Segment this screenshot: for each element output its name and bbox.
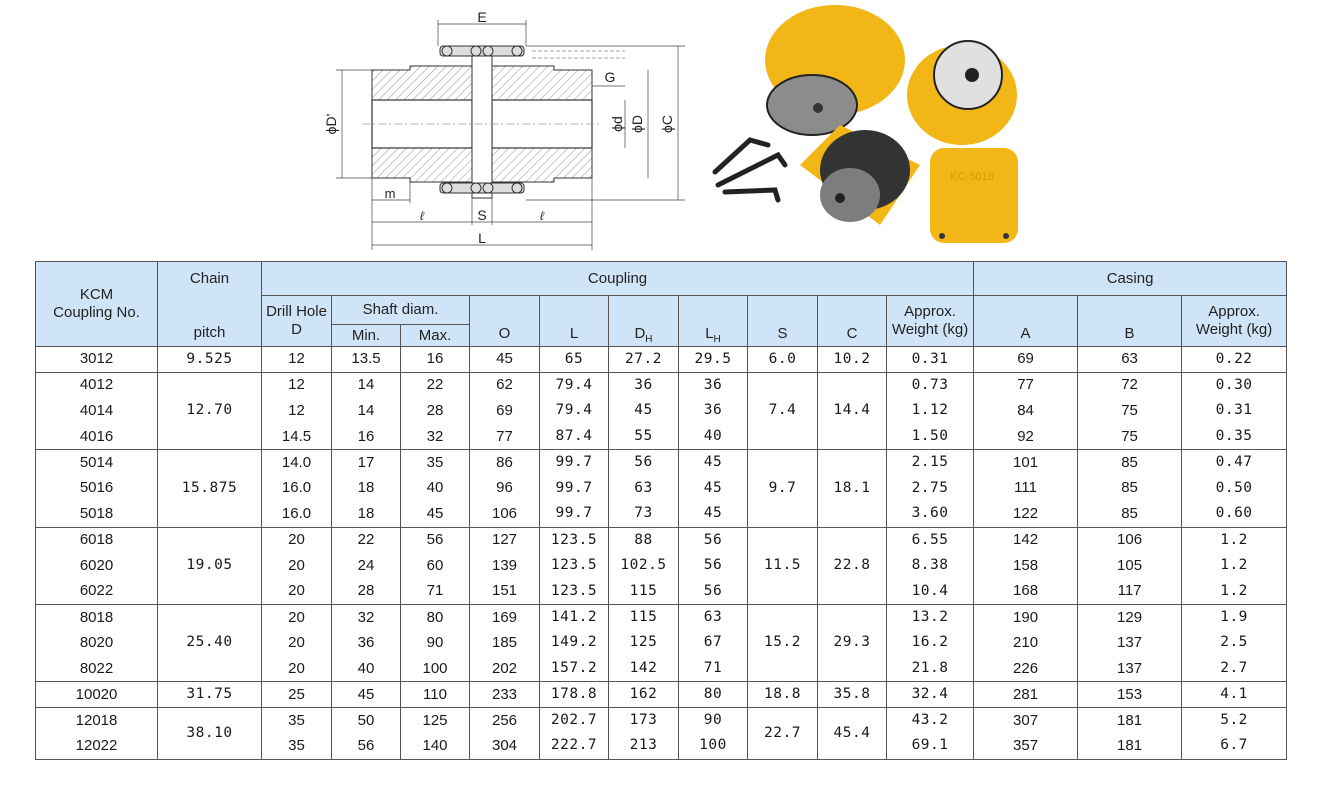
chain-pitch: 38.10 — [158, 708, 262, 760]
dim-lh: 29.5 — [679, 347, 748, 373]
coupling-no: 10020 — [36, 682, 158, 708]
dim-l: 65 — [540, 347, 609, 373]
header-shaft-min: Min. — [332, 325, 401, 347]
casing-b: 153 — [1078, 682, 1182, 708]
header-s: S — [748, 296, 818, 347]
dim-s: 18.8 — [748, 682, 818, 708]
coupling-no: 6022 — [36, 579, 158, 605]
casing-weight: 0.47 — [1182, 450, 1287, 476]
header-kcm-coupling-no: KCM Coupling No. — [36, 262, 158, 347]
shaft-min: 32 — [332, 604, 401, 630]
dim-lh: 36 — [679, 398, 748, 424]
drill-hole: 35 — [262, 708, 332, 734]
dim-l: 79.4 — [540, 372, 609, 398]
coupling-weight: 0.31 — [887, 347, 974, 373]
dim-dh: 88 — [609, 527, 679, 553]
dim-dh: 27.2 — [609, 347, 679, 373]
dim-lh: 80 — [679, 682, 748, 708]
dim-lh: 100 — [679, 733, 748, 759]
casing-marking: KC-5018 — [950, 171, 994, 183]
drill-hole: 20 — [262, 656, 332, 682]
coupling-no: 12018 — [36, 708, 158, 734]
shaft-max: 28 — [401, 398, 470, 424]
dim-dh: 36 — [609, 372, 679, 398]
chain-pitch: 25.40 — [158, 604, 262, 681]
casing-b: 105 — [1078, 553, 1182, 579]
dim-c: 35.8 — [818, 682, 887, 708]
table-row — [36, 682, 1287, 708]
header-l: L — [540, 296, 609, 347]
svg-text:L: L — [478, 230, 486, 246]
casing-a: 210 — [974, 630, 1078, 656]
shaft-max: 35 — [401, 450, 470, 476]
casing-b: 85 — [1078, 475, 1182, 501]
dim-label-g: G — [604, 69, 616, 85]
drill-hole: 12 — [262, 347, 332, 373]
drill-hole: 20 — [262, 630, 332, 656]
dim-lh: 40 — [679, 424, 748, 450]
shaft-min: 36 — [332, 630, 401, 656]
coupling-no: 6020 — [36, 553, 158, 579]
dim-o: 202 — [470, 656, 540, 682]
coupling-weight: 3.60 — [887, 501, 974, 527]
dim-c: 10.2 — [818, 347, 887, 373]
coupling-no: 4014 — [36, 398, 158, 424]
coupling-weight: 13.2 — [887, 604, 974, 630]
shaft-min: 14 — [332, 398, 401, 424]
casing-weight: 0.35 — [1182, 424, 1287, 450]
dim-c: 45.4 — [818, 708, 887, 760]
drill-hole: 20 — [262, 527, 332, 553]
casing-a: 226 — [974, 656, 1078, 682]
shaft-max: 16 — [401, 347, 470, 373]
coupling-no: 8020 — [36, 630, 158, 656]
drill-hole: 25 — [262, 682, 332, 708]
casing-a: 111 — [974, 475, 1078, 501]
casing-a: 168 — [974, 579, 1078, 605]
shaft-max: 22 — [401, 372, 470, 398]
dim-lh: 56 — [679, 527, 748, 553]
table-row — [36, 604, 1287, 630]
drill-hole: 12 — [262, 372, 332, 398]
shaft-min: 17 — [332, 450, 401, 476]
dim-l: 123.5 — [540, 553, 609, 579]
chain-pitch: 12.70 — [158, 372, 262, 449]
dim-lh: 71 — [679, 656, 748, 682]
header-casing-group: Casing — [974, 262, 1287, 296]
dim-s: 11.5 — [748, 527, 818, 604]
dim-dh: 213 — [609, 733, 679, 759]
svg-text:S: S — [477, 207, 487, 223]
dim-l: 202.7 — [540, 708, 609, 734]
dim-s: 9.7 — [748, 450, 818, 527]
header-coupling-group: Coupling — [262, 262, 974, 296]
casing-b: 75 — [1078, 424, 1182, 450]
header-drill-hole: Drill Hole D — [262, 296, 332, 347]
coupling-weight: 10.4 — [887, 579, 974, 605]
header-a: A — [974, 296, 1078, 347]
casing-a: 281 — [974, 682, 1078, 708]
dim-l: 99.7 — [540, 501, 609, 527]
svg-text:m: m — [384, 186, 396, 201]
casing-weight: 1.2 — [1182, 553, 1287, 579]
dim-dh: 45 — [609, 398, 679, 424]
header-chain-pitch: Chain pitch — [158, 262, 262, 347]
casing-weight: 0.22 — [1182, 347, 1287, 373]
shaft-min: 28 — [332, 579, 401, 605]
dim-o: 185 — [470, 630, 540, 656]
casing-a: 122 — [974, 501, 1078, 527]
coupling-weight: 21.8 — [887, 656, 974, 682]
dim-dh: 173 — [609, 708, 679, 734]
coupling-weight: 16.2 — [887, 630, 974, 656]
dim-lh: 67 — [679, 630, 748, 656]
dim-l: 222.7 — [540, 733, 609, 759]
shaft-max: 125 — [401, 708, 470, 734]
svg-text:ϕD': ϕD' — [323, 113, 339, 135]
casing-weight: 1.9 — [1182, 604, 1287, 630]
table-body — [36, 347, 1287, 760]
drill-hole: 14.0 — [262, 450, 332, 476]
dim-l: 157.2 — [540, 656, 609, 682]
casing-b: 181 — [1078, 708, 1182, 734]
shaft-max: 140 — [401, 733, 470, 759]
dim-o: 62 — [470, 372, 540, 398]
casing-a: 69 — [974, 347, 1078, 373]
casing-b: 75 — [1078, 398, 1182, 424]
casing-weight: 1.2 — [1182, 527, 1287, 553]
dim-dh: 125 — [609, 630, 679, 656]
header-casing-weight: Approx. Weight (kg) — [1182, 296, 1287, 347]
shaft-min: 14 — [332, 372, 401, 398]
dim-s: 15.2 — [748, 604, 818, 681]
dim-c: 18.1 — [818, 450, 887, 527]
casing-weight: 0.31 — [1182, 398, 1287, 424]
header-coupling-weight: Approx. Weight (kg) — [887, 296, 974, 347]
header-c: C — [818, 296, 887, 347]
dim-lh: 45 — [679, 501, 748, 527]
dim-o: 151 — [470, 579, 540, 605]
header-b: B — [1078, 296, 1182, 347]
dim-o: 304 — [470, 733, 540, 759]
coupling-dimension-drawing — [300, 0, 700, 255]
dim-o: 86 — [470, 450, 540, 476]
coupling-no: 8022 — [36, 656, 158, 682]
shaft-min: 16 — [332, 424, 401, 450]
dim-dh: 56 — [609, 450, 679, 476]
coupling-no: 4012 — [36, 372, 158, 398]
coupling-no: 5016 — [36, 475, 158, 501]
dim-lh: 56 — [679, 553, 748, 579]
coupling-no: 4016 — [36, 424, 158, 450]
dim-l: 99.7 — [540, 475, 609, 501]
dim-o: 96 — [470, 475, 540, 501]
header-shaft-max: Max. — [401, 325, 470, 347]
shaft-min: 45 — [332, 682, 401, 708]
dim-l: 178.8 — [540, 682, 609, 708]
dim-dh: 162 — [609, 682, 679, 708]
coupling-no: 3012 — [36, 347, 158, 373]
table-row — [36, 527, 1287, 553]
drill-hole: 35 — [262, 733, 332, 759]
casing-b: 181 — [1078, 733, 1182, 759]
shaft-max: 56 — [401, 527, 470, 553]
casing-b: 85 — [1078, 501, 1182, 527]
dim-l: 123.5 — [540, 527, 609, 553]
dim-o: 106 — [470, 501, 540, 527]
dim-lh: 45 — [679, 475, 748, 501]
svg-text:ϕD: ϕD — [629, 115, 645, 133]
shaft-max: 100 — [401, 656, 470, 682]
dim-l: 123.5 — [540, 579, 609, 605]
drill-hole: 20 — [262, 579, 332, 605]
casing-weight: 6.7 — [1182, 733, 1287, 759]
coupling-weight: 2.75 — [887, 475, 974, 501]
casing-b: 137 — [1078, 630, 1182, 656]
shaft-max: 90 — [401, 630, 470, 656]
dim-c: 22.8 — [818, 527, 887, 604]
casing-a: 142 — [974, 527, 1078, 553]
header-lh: $L_H$ — [679, 296, 748, 347]
dim-dh: 115 — [609, 604, 679, 630]
shaft-min: 40 — [332, 656, 401, 682]
chain-pitch: 31.75 — [158, 682, 262, 708]
dim-o: 256 — [470, 708, 540, 734]
coupling-weight: 32.4 — [887, 682, 974, 708]
coupling-weight: 69.1 — [887, 733, 974, 759]
dim-c: 14.4 — [818, 372, 887, 449]
coupling-weight: 2.15 — [887, 450, 974, 476]
casing-b: 129 — [1078, 604, 1182, 630]
coupling-weight: 43.2 — [887, 708, 974, 734]
shaft-min: 18 — [332, 501, 401, 527]
table-row — [36, 708, 1287, 734]
svg-text:ℓ: ℓ — [420, 209, 424, 223]
coupling-no: 12022 — [36, 733, 158, 759]
shaft-max: 40 — [401, 475, 470, 501]
dim-l: 99.7 — [540, 450, 609, 476]
chain-pitch: 15.875 — [158, 450, 262, 527]
drill-hole: 12 — [262, 398, 332, 424]
shaft-min: 50 — [332, 708, 401, 734]
header-dh: $D_H$ — [609, 296, 679, 347]
casing-a: 307 — [974, 708, 1078, 734]
dim-lh: 56 — [679, 579, 748, 605]
dim-c: 29.3 — [818, 604, 887, 681]
dim-l: 141.2 — [540, 604, 609, 630]
casing-weight: 1.2 — [1182, 579, 1287, 605]
drill-hole: 20 — [262, 604, 332, 630]
shaft-min: 24 — [332, 553, 401, 579]
casing-weight: 4.1 — [1182, 682, 1287, 708]
casing-b: 137 — [1078, 656, 1182, 682]
dim-o: 77 — [470, 424, 540, 450]
shaft-max: 45 — [401, 501, 470, 527]
chain-pitch: 9.525 — [158, 347, 262, 373]
dim-o: 45 — [470, 347, 540, 373]
svg-text:ϕC: ϕC — [659, 115, 675, 133]
dim-label-e: E — [477, 9, 487, 25]
casing-weight: 2.7 — [1182, 656, 1287, 682]
coupling-spec-table — [35, 261, 1287, 760]
coupling-weight: 0.73 — [887, 372, 974, 398]
shaft-min: 56 — [332, 733, 401, 759]
product-photo — [700, 0, 1040, 255]
coupling-weight: 8.38 — [887, 553, 974, 579]
svg-text:ϕd: ϕd — [609, 116, 625, 132]
shaft-max: 60 — [401, 553, 470, 579]
dim-lh: 36 — [679, 372, 748, 398]
casing-a: 92 — [974, 424, 1078, 450]
casing-b: 63 — [1078, 347, 1182, 373]
chain-pitch: 19.05 — [158, 527, 262, 604]
casing-a: 158 — [974, 553, 1078, 579]
drill-hole: 20 — [262, 553, 332, 579]
casing-b: 85 — [1078, 450, 1182, 476]
coupling-no: 5014 — [36, 450, 158, 476]
table-row — [36, 450, 1287, 476]
dim-dh: 115 — [609, 579, 679, 605]
dim-lh: 90 — [679, 708, 748, 734]
header-o: O — [470, 296, 540, 347]
dim-dh: 73 — [609, 501, 679, 527]
table-row — [36, 347, 1287, 373]
header-shaft-diam: Shaft diam. — [332, 296, 470, 325]
shaft-max: 80 — [401, 604, 470, 630]
shaft-max: 32 — [401, 424, 470, 450]
dim-o: 169 — [470, 604, 540, 630]
drill-hole: 14.5 — [262, 424, 332, 450]
shaft-max: 110 — [401, 682, 470, 708]
casing-b: 72 — [1078, 372, 1182, 398]
coupling-weight: 1.12 — [887, 398, 974, 424]
casing-weight: 0.50 — [1182, 475, 1287, 501]
dim-dh: 55 — [609, 424, 679, 450]
dim-o: 127 — [470, 527, 540, 553]
svg-text:ℓ: ℓ — [540, 209, 544, 223]
coupling-no: 5018 — [36, 501, 158, 527]
dim-s: 22.7 — [748, 708, 818, 760]
coupling-weight: 1.50 — [887, 424, 974, 450]
drill-hole: 16.0 — [262, 501, 332, 527]
dim-dh: 102.5 — [609, 553, 679, 579]
casing-a: 357 — [974, 733, 1078, 759]
shaft-min: 22 — [332, 527, 401, 553]
dim-lh: 63 — [679, 604, 748, 630]
shaft-min: 18 — [332, 475, 401, 501]
dim-o: 233 — [470, 682, 540, 708]
casing-weight: 0.60 — [1182, 501, 1287, 527]
dim-o: 139 — [470, 553, 540, 579]
dim-s: 6.0 — [748, 347, 818, 373]
dim-l: 149.2 — [540, 630, 609, 656]
dim-lh: 45 — [679, 450, 748, 476]
casing-b: 106 — [1078, 527, 1182, 553]
casing-a: 77 — [974, 372, 1078, 398]
casing-a: 84 — [974, 398, 1078, 424]
coupling-weight: 6.55 — [887, 527, 974, 553]
casing-weight: 5.2 — [1182, 708, 1287, 734]
casing-a: 101 — [974, 450, 1078, 476]
dim-l: 87.4 — [540, 424, 609, 450]
shaft-min: 13.5 — [332, 347, 401, 373]
casing-a: 190 — [974, 604, 1078, 630]
dim-dh: 63 — [609, 475, 679, 501]
dim-o: 69 — [470, 398, 540, 424]
coupling-no: 6018 — [36, 527, 158, 553]
dim-s: 7.4 — [748, 372, 818, 449]
casing-weight: 2.5 — [1182, 630, 1287, 656]
dim-l: 79.4 — [540, 398, 609, 424]
casing-b: 117 — [1078, 579, 1182, 605]
casing-weight: 0.30 — [1182, 372, 1287, 398]
shaft-max: 71 — [401, 579, 470, 605]
drill-hole: 16.0 — [262, 475, 332, 501]
dim-dh: 142 — [609, 656, 679, 682]
table-row — [36, 372, 1287, 398]
coupling-no: 8018 — [36, 604, 158, 630]
